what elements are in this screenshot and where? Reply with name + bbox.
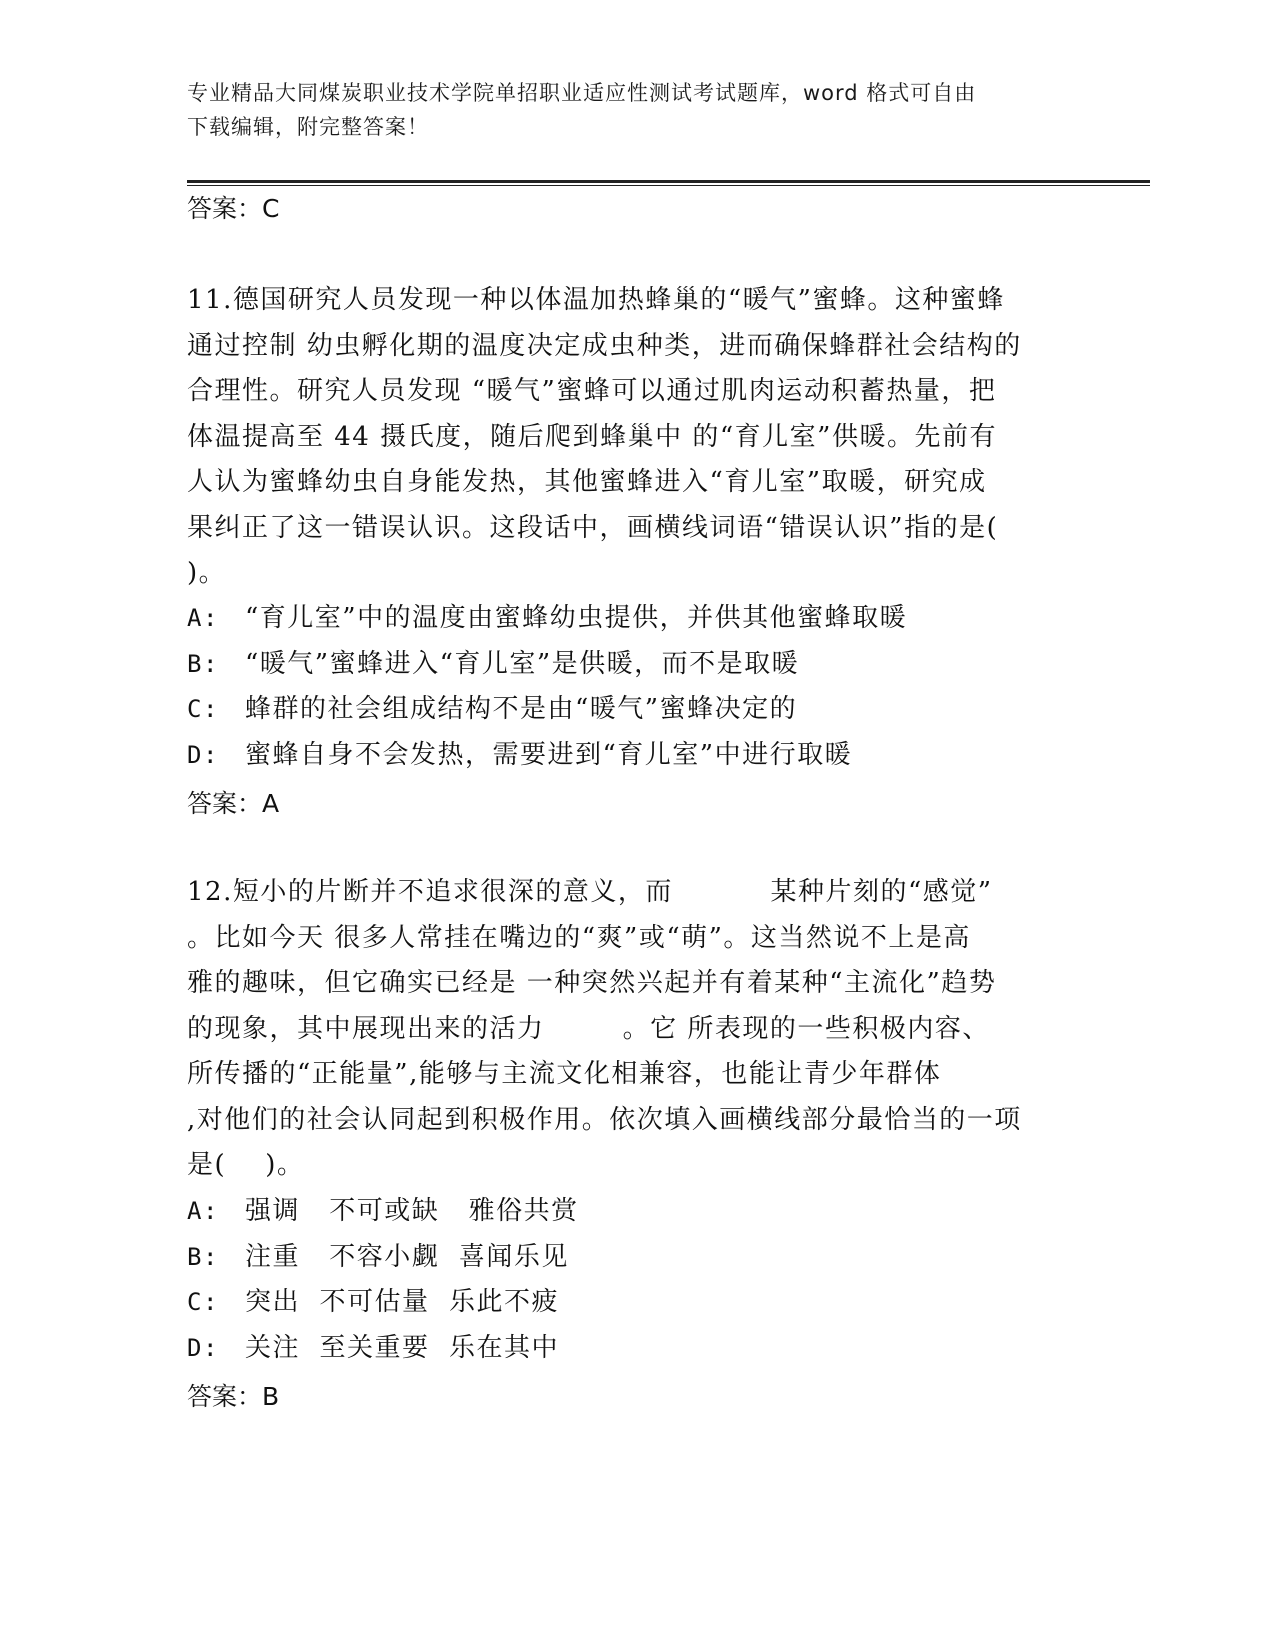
option-letter: C: xyxy=(187,1288,219,1316)
question-12-line: 的现象，其中展现出来的活力 。它 所表现的一些积极内容、 xyxy=(187,1013,990,1044)
header-line-1: 专业精品大同煤炭职业技术学院单招职业适应性测试考试题库，word 格式可自由 xyxy=(187,81,977,105)
question-11-line: 人认为蜜蜂幼虫自身能发热，其他蜜蜂进入“育儿室”取暖，研究成 xyxy=(187,467,987,497)
option-text: “暖气”蜜蜂进入“育儿室”是供暖，而不是取暖 xyxy=(245,648,800,679)
option-text: “育儿室”中的温度由蜜蜂幼虫提供，并供其他蜜蜂取暖 xyxy=(245,603,908,633)
question-11-options xyxy=(187,596,1087,778)
header-rule-thick xyxy=(187,180,1150,183)
option-c xyxy=(187,1280,1087,1326)
option-a xyxy=(187,1189,1087,1235)
option-letter: C: xyxy=(187,695,219,723)
question-11 xyxy=(187,278,1067,597)
question-11-line: 通过控制 幼虫孵化期的温度决定成虫种类，进而确保蜂群社会结构的 xyxy=(187,330,1022,361)
option-text: 蜂群的社会组成结构不是由“暖气”蜜蜂决定的 xyxy=(245,694,798,724)
question-12-options xyxy=(187,1189,1087,1371)
option-letter: A: xyxy=(187,604,219,632)
option-letter: B: xyxy=(187,1242,219,1271)
option-text: 蜜蜂自身不会发热，需要进到“育儿室”中进行取暖 xyxy=(245,739,853,770)
option-text: 注重 不容小觑 喜闻乐见 xyxy=(245,1241,569,1272)
option-c xyxy=(187,687,1087,733)
document-header xyxy=(187,76,1067,144)
option-d xyxy=(187,733,1087,779)
question-11-line: 11.德国研究人员发现一种以体温加热蜂巢的“暖气”蜜蜂。这种蜜蜂 xyxy=(187,285,1005,315)
question-12-line: 雅的趣味，但它确实已经是 一种突然兴起并有着某种“主流化”趋势 xyxy=(187,968,997,998)
question-12-line: ,对他们的社会认同起到积极作用。依次填入画横线部分最恰当的一项 xyxy=(187,1104,1022,1135)
question-12 xyxy=(187,870,1067,1189)
option-b xyxy=(187,1235,1087,1281)
option-letter: B: xyxy=(187,649,219,678)
question-12-line: 所传播的“正能量”,能够与主流文化相兼容，也能让青少年群体 xyxy=(187,1059,942,1089)
option-letter: D: xyxy=(187,1333,219,1362)
answer-q12: 答案：B xyxy=(187,1382,280,1411)
question-12-line: 12.短小的片断并不追求很深的意义，而 某种片刻的“感觉” xyxy=(187,877,993,907)
question-12-line: 是( )。 xyxy=(187,1150,305,1180)
question-11-line: 体温提高至 44 摄氏度，随后爬到蜂巢中 的“育儿室”供暖。先前有 xyxy=(187,421,997,452)
option-text: 突出 不可估量 乐此不疲 xyxy=(245,1287,560,1317)
header-line-2: 下载编辑，附完整答案！ xyxy=(187,115,429,139)
option-letter: A: xyxy=(187,1197,219,1225)
header-rule-thin xyxy=(187,185,1150,186)
option-d xyxy=(187,1326,1087,1372)
question-11-line: )。 xyxy=(187,558,227,588)
question-11-line: 果纠正了这一错误认识。这段话中，画横线词语“错误认识”指的是( xyxy=(187,512,999,543)
option-text: 强调 不可或缺 雅俗共赏 xyxy=(245,1196,579,1226)
question-11-line: 合理性。研究人员发现 “暖气”蜜蜂可以通过肌肉运动积蓄热量，把 xyxy=(187,376,997,406)
option-a xyxy=(187,596,1087,642)
option-text: 关注 至关重要 乐在其中 xyxy=(245,1332,560,1363)
option-letter: D: xyxy=(187,740,219,769)
answer-q11: 答案：A xyxy=(187,789,280,818)
option-b xyxy=(187,642,1087,688)
answer-q10: 答案：C xyxy=(187,194,280,223)
question-12-line: 。比如今天 很多人常挂在嘴边的“爽”或“萌”。这当然说不上是高 xyxy=(187,922,971,953)
